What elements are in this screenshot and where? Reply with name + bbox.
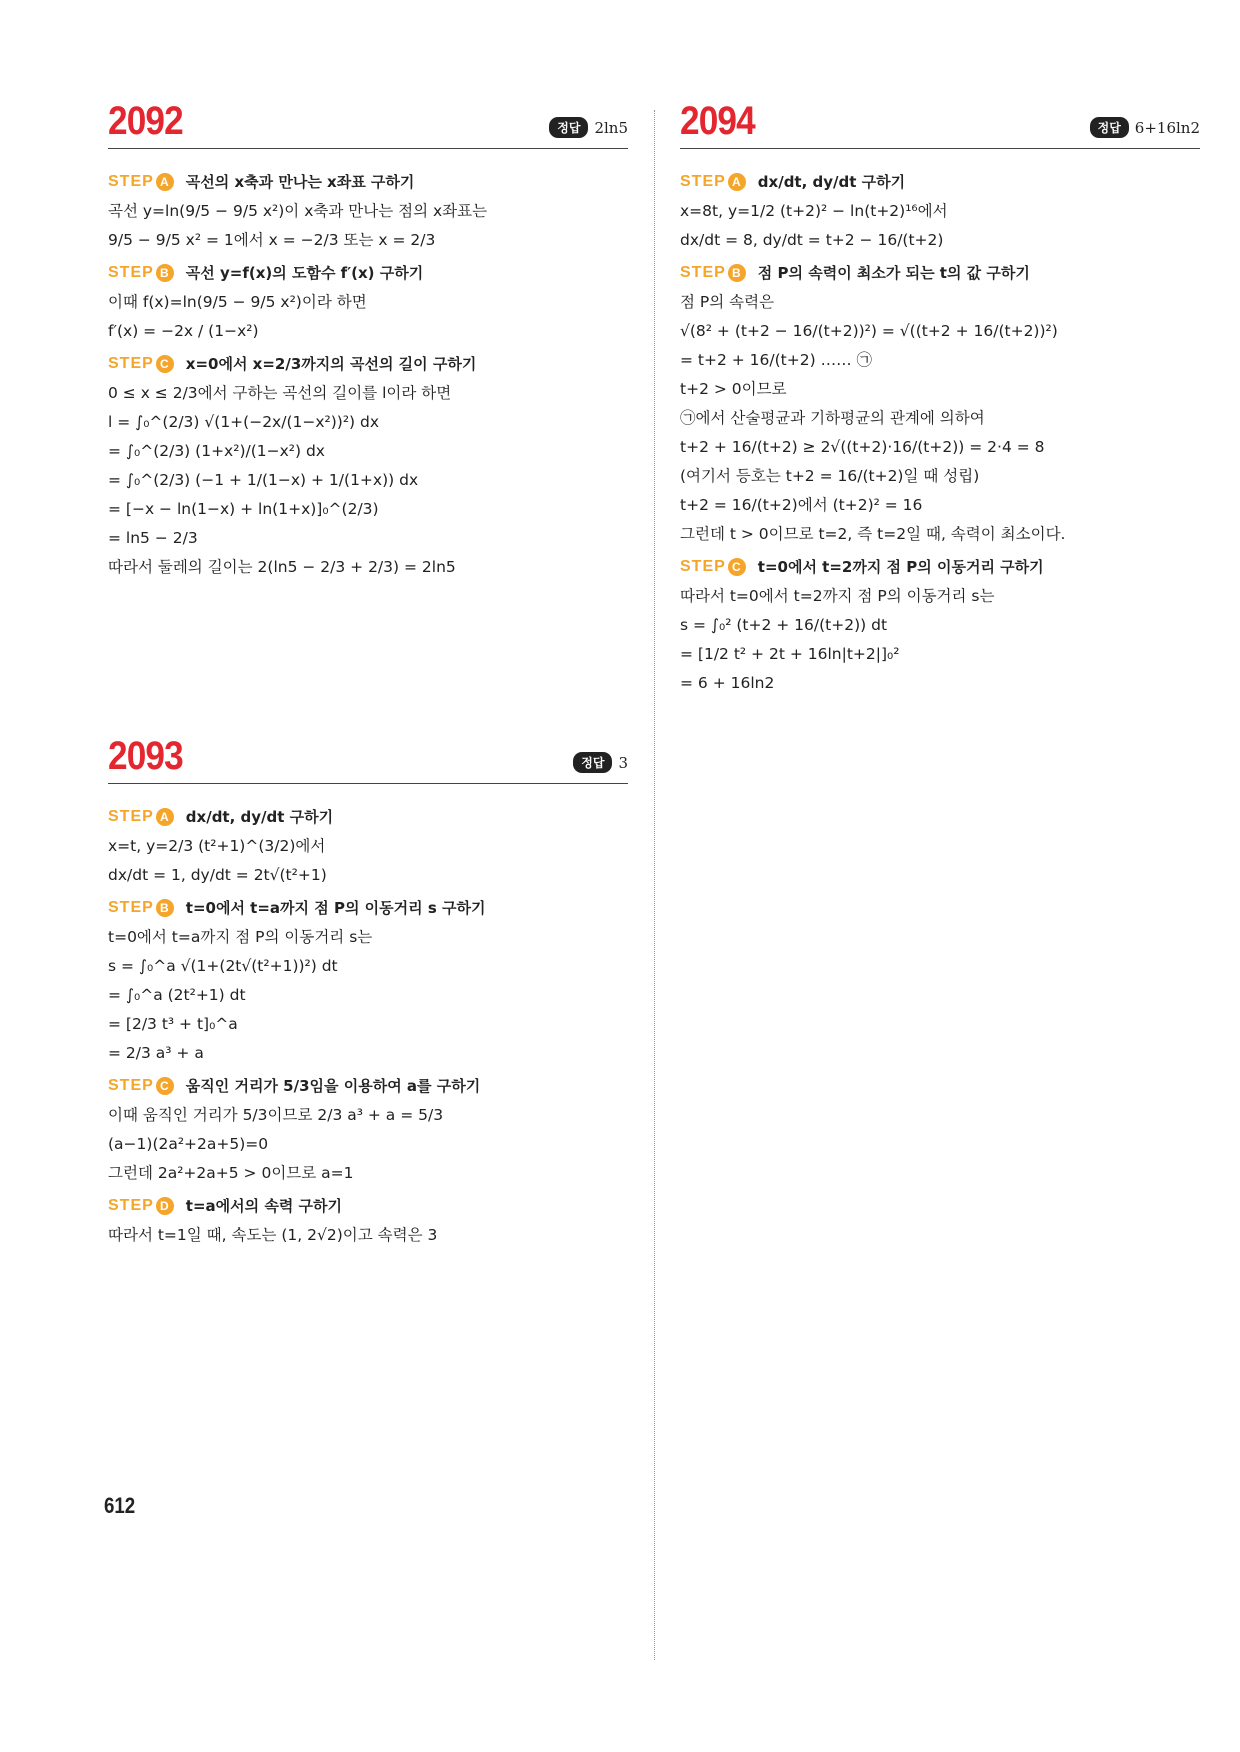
solution-line: t=0에서 t=a까지 점 P의 이동거리 s는 bbox=[108, 928, 373, 946]
solution-line: 따라서 t=0에서 t=2까지 점 P의 이동거리 s는 bbox=[680, 587, 995, 605]
step-title: 곡선의 x축과 만나는 x좌표 구하기 bbox=[185, 173, 415, 191]
problem-number: 2092 bbox=[108, 99, 183, 143]
step-word: STEP bbox=[108, 1196, 154, 1214]
step-title: x=0에서 x=2/3까지의 곡선의 길이 구하기 bbox=[185, 355, 477, 373]
solution-line: = ln5 − 2/3 bbox=[108, 529, 198, 547]
solution-body bbox=[108, 784, 628, 1245]
solution-line: 0 ≤ x ≤ 2/3에서 구하는 곡선의 길이를 l이라 하면 bbox=[108, 384, 452, 402]
problem-header bbox=[108, 98, 628, 149]
answer-badge: 정답 bbox=[1090, 117, 1129, 138]
solution-line: s = ∫₀^a √(1+(2t√(t²+1))²) dt bbox=[108, 957, 338, 975]
step-label bbox=[108, 1197, 174, 1215]
step-title: dx/dt, dy/dt 구하기 bbox=[757, 173, 906, 191]
step-word: STEP bbox=[108, 898, 154, 916]
answer-value: 6+16ln2 bbox=[1134, 118, 1200, 137]
answer-badge: 정답 bbox=[573, 752, 612, 773]
answer bbox=[573, 752, 628, 773]
solution-line: = [1/2 t² + 2t + 16ln|t+2|]₀² bbox=[680, 645, 900, 663]
step-heading bbox=[680, 262, 1200, 283]
step-label bbox=[680, 558, 746, 576]
step-word: STEP bbox=[680, 557, 726, 575]
solution-line: 점 P의 속력은 bbox=[680, 293, 775, 311]
step-title: 점 P의 속력이 최소가 되는 t의 값 구하기 bbox=[757, 264, 1030, 282]
step-word: STEP bbox=[108, 172, 154, 190]
step-letter-icon: C bbox=[156, 355, 174, 373]
problem-header bbox=[108, 733, 628, 784]
solution-line: ㉠에서 산술평균과 기하평균의 관계에 의하여 bbox=[680, 409, 985, 427]
problem-2092 bbox=[108, 98, 628, 586]
solution-line: 이때 f(x)=ln(9/5 − 9/5 x²)이라 하면 bbox=[108, 293, 367, 311]
solution-line: x=8t, y=1/2 (t+2)² − ln(t+2)¹⁶에서 bbox=[680, 202, 948, 220]
answer-badge: 정답 bbox=[549, 117, 588, 138]
step-heading bbox=[108, 897, 628, 918]
step-letter-icon: A bbox=[156, 173, 174, 191]
step-letter-icon: C bbox=[156, 1077, 174, 1095]
step-letter-icon: C bbox=[728, 558, 746, 576]
solution-body bbox=[680, 149, 1200, 693]
step-word: STEP bbox=[108, 263, 154, 281]
solution-line: t+2 > 0이므로 bbox=[680, 380, 787, 398]
problem-2094 bbox=[680, 98, 1200, 702]
solution-line: 그런데 t > 0이므로 t=2, 즉 t=2일 때, 속력이 최소이다. bbox=[680, 525, 1066, 543]
step-label bbox=[680, 264, 746, 282]
solution-line: = 6 + 16ln2 bbox=[680, 674, 775, 692]
step-heading bbox=[108, 262, 628, 283]
solution-line: s = ∫₀² (t+2 + 16/(t+2)) dt bbox=[680, 616, 888, 634]
answer-value: 3 bbox=[618, 753, 628, 772]
step-label bbox=[108, 808, 174, 826]
solution-body bbox=[108, 149, 628, 577]
solution-line: f′(x) = −2x / (1−x²) bbox=[108, 322, 259, 340]
solution-line: 곡선 y=ln(9/5 − 9/5 x²)이 x축과 만나는 점의 x좌표는 bbox=[108, 202, 488, 220]
step-title: 움직인 거리가 5/3임을 이용하여 a를 구하기 bbox=[185, 1077, 481, 1095]
step-title: t=0에서 t=2까지 점 P의 이동거리 구하기 bbox=[757, 558, 1044, 576]
step-label bbox=[108, 899, 174, 917]
solution-line: = 2/3 a³ + a bbox=[108, 1044, 204, 1062]
step-label bbox=[108, 355, 174, 373]
step-word: STEP bbox=[680, 263, 726, 281]
step-heading bbox=[680, 171, 1200, 192]
step-heading bbox=[108, 353, 628, 374]
step-heading bbox=[108, 806, 628, 827]
solution-line: 따라서 t=1일 때, 속도는 (1, 2√2)이고 속력은 3 bbox=[108, 1226, 438, 1244]
solution-line: 이때 움직인 거리가 5/3이므로 2/3 a³ + a = 5/3 bbox=[108, 1106, 444, 1124]
answer bbox=[549, 117, 628, 138]
step-label bbox=[108, 264, 174, 282]
solution-line: dx/dt = 8, dy/dt = t+2 − 16/(t+2) bbox=[680, 231, 944, 249]
step-label bbox=[108, 173, 174, 191]
solution-line: √(8² + (t+2 − 16/(t+2))²) = √((t+2 + 16/(t+2))²) bbox=[680, 322, 1058, 340]
step-word: STEP bbox=[680, 172, 726, 190]
solution-line: dx/dt = 1, dy/dt = 2t√(t²+1) bbox=[108, 866, 327, 884]
solution-line: 따라서 둘레의 길이는 2(ln5 − 2/3 + 2/3) = 2ln5 bbox=[108, 558, 456, 576]
solution-line: t+2 = 16/(t+2)에서 (t+2)² = 16 bbox=[680, 496, 923, 514]
step-title: t=0에서 t=a까지 점 P의 이동거리 s 구하기 bbox=[185, 899, 486, 917]
step-title: t=a에서의 속력 구하기 bbox=[185, 1197, 343, 1215]
problem-number: 2093 bbox=[108, 734, 183, 778]
problem-number: 2094 bbox=[680, 99, 755, 143]
solution-line: (a−1)(2a²+2a+5)=0 bbox=[108, 1135, 269, 1153]
solution-line: = ∫₀^(2/3) (1+x²)/(1−x²) dx bbox=[108, 442, 325, 460]
step-letter-icon: D bbox=[156, 1197, 174, 1215]
step-letter-icon: B bbox=[156, 264, 174, 282]
step-word: STEP bbox=[108, 354, 154, 372]
step-heading bbox=[108, 171, 628, 192]
step-word: STEP bbox=[108, 807, 154, 825]
solution-line: = [2/3 t³ + t]₀^a bbox=[108, 1015, 238, 1033]
step-letter-icon: B bbox=[156, 899, 174, 917]
solution-line: x=t, y=2/3 (t²+1)^(3/2)에서 bbox=[108, 837, 326, 855]
answer-value: 2ln5 bbox=[594, 118, 628, 137]
step-letter-icon: A bbox=[728, 173, 746, 191]
solution-line: t+2 + 16/(t+2) ≥ 2√((t+2)·16/(t+2)) = 2·4 = 8 bbox=[680, 438, 1045, 456]
solution-line: = t+2 + 16/(t+2) …… ㉠ bbox=[680, 351, 873, 369]
solution-line: l = ∫₀^(2/3) √(1+(−2x/(1−x²))²) dx bbox=[108, 413, 380, 431]
answer bbox=[1090, 117, 1200, 138]
step-heading bbox=[680, 556, 1200, 577]
step-label bbox=[108, 1077, 174, 1095]
step-title: 곡선 y=f(x)의 도함수 f′(x) 구하기 bbox=[185, 264, 424, 282]
step-heading bbox=[108, 1075, 628, 1096]
step-label bbox=[680, 173, 746, 191]
problem-header bbox=[680, 98, 1200, 149]
solution-line: (여기서 등호는 t+2 = 16/(t+2)일 때 성립) bbox=[680, 467, 980, 485]
step-heading bbox=[108, 1195, 628, 1216]
step-word: STEP bbox=[108, 1076, 154, 1094]
step-letter-icon: B bbox=[728, 264, 746, 282]
problem-2093 bbox=[108, 733, 628, 1254]
step-letter-icon: A bbox=[156, 808, 174, 826]
solution-line: = ∫₀^a (2t²+1) dt bbox=[108, 986, 246, 1004]
page-number: 612 bbox=[104, 1493, 136, 1518]
column-divider bbox=[654, 110, 655, 1660]
step-title: dx/dt, dy/dt 구하기 bbox=[185, 808, 334, 826]
solution-line: = ∫₀^(2/3) (−1 + 1/(1−x) + 1/(1+x)) dx bbox=[108, 471, 419, 489]
solution-line: 그런데 2a²+2a+5 > 0이므로 a=1 bbox=[108, 1164, 354, 1182]
solution-line: 9/5 − 9/5 x² = 1에서 x = −2/3 또는 x = 2/3 bbox=[108, 231, 436, 249]
solution-line: = [−x − ln(1−x) + ln(1+x)]₀^(2/3) bbox=[108, 500, 379, 518]
